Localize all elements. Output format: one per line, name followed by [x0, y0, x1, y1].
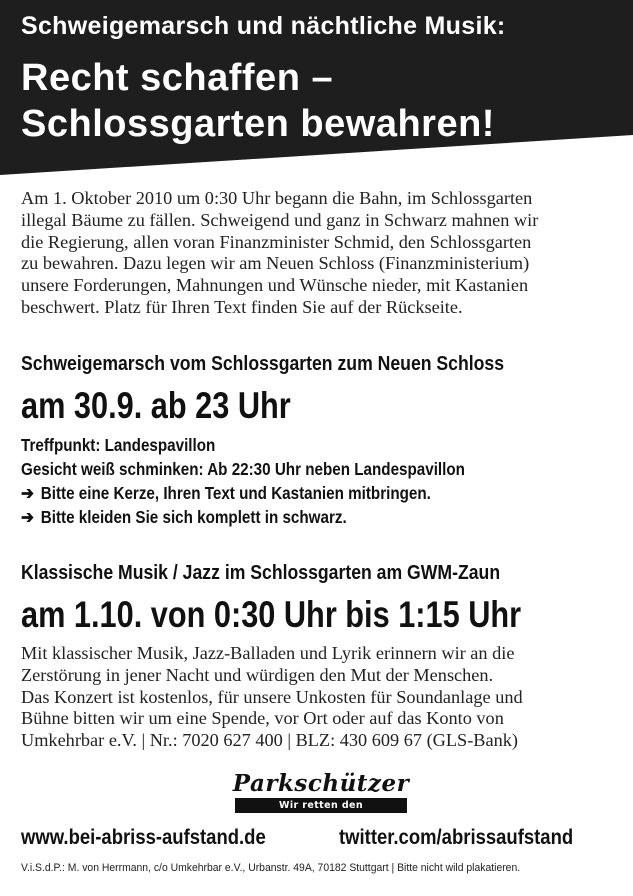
logo-tagline: Wir retten den Schlossgarten! [235, 798, 407, 813]
bullet-item [21, 481, 465, 505]
intro-line: zu bewahren. Dazu legen wir am Neuen Schloss (Finanzministerium) [21, 253, 530, 274]
website-url: www.bei-abriss-aufstand.de [21, 826, 266, 849]
arrow-right-icon: ➔ [21, 483, 34, 503]
intro-line: Am 1. Oktober 2010 um 0:30 Uhr begann die Bahn, im Schlossgarten [21, 188, 533, 208]
concert-heading: Klassische Musik / Jazz im Schlossgarten am GWM-Zaun [21, 561, 501, 584]
march-heading: Schweigemarsch vom Schlossgarten zum Neuen Schloss [21, 352, 505, 375]
intro-line: unsere Forderungen, Mahnungen und Wünsche nieder, mit Kastanien [21, 275, 529, 296]
arrow-right-icon: ➔ [21, 507, 34, 527]
march-date: am 30.9. ab 23 Uhr [21, 385, 291, 426]
imprint: V.i.S.d.P.: M. von Herrmann, c/o Umkehrbar e.V., Urbanstr. 49A, 70182 Stuttgart | Bitte nicht wild plakatieren. [21, 862, 521, 874]
twitter-url: twitter.com/abrissaufstand [339, 826, 574, 849]
header-title-line-2: Schlossgarten bewahren! [21, 103, 495, 145]
concert-line: Zerstörung in jener Nacht und würdigen den Mut der Menschen. [21, 664, 494, 685]
concert-date: am 1.10. von 0:30 Uhr bis 1:15 Uhr [21, 594, 522, 635]
march-details [21, 433, 525, 529]
intro-line: beschwert. Platz für Ihren Text finden Sie auf der Rückseite. [21, 296, 463, 317]
concert-line: Das Konzert ist kostenlos, für unsere Unkosten für Soundanlage und [21, 686, 523, 707]
logo-wordmark: Parkschützer [232, 770, 410, 797]
header-subtitle: Schweigemarsch und nächtliche Musik: [21, 12, 506, 40]
header-title-line-1: Recht schaffen – [21, 57, 334, 99]
meeting-point: Treffpunkt: Landespavillon [21, 435, 216, 455]
intro-paragraph [21, 188, 621, 319]
parkschuetzer-logo [226, 770, 416, 826]
makeup-note: Gesicht weiß schminken: Ab 22:30 Uhr neben Landespavillon [21, 459, 465, 479]
concert-paragraph [21, 643, 621, 752]
intro-line: illegal Bäume zu fällen. Schweigend und ganz in Schwarz mahnen wir [21, 209, 539, 230]
concert-line: Umkehrbar e.V. | Nr.: 7020 627 400 | BLZ: 430 609 67 (GLS-Bank) [21, 730, 518, 751]
intro-line: die Regierung, allen voran Finanzminister Schmid, den Schlossgarten [21, 231, 532, 252]
concert-line: Bühne bitten wir um eine Spende, vor Ort oder auf das Konto von [21, 708, 504, 729]
bullet-text: Bitte eine Kerze, Ihren Text und Kastanien mitbringen. [40, 483, 431, 503]
concert-line: Mit klassischer Musik, Jazz-Balladen und Lyrik erinnern wir an die [21, 643, 515, 663]
bullet-item [21, 505, 465, 529]
bullet-text: Bitte kleiden Sie sich komplett in schwarz. [40, 507, 347, 527]
